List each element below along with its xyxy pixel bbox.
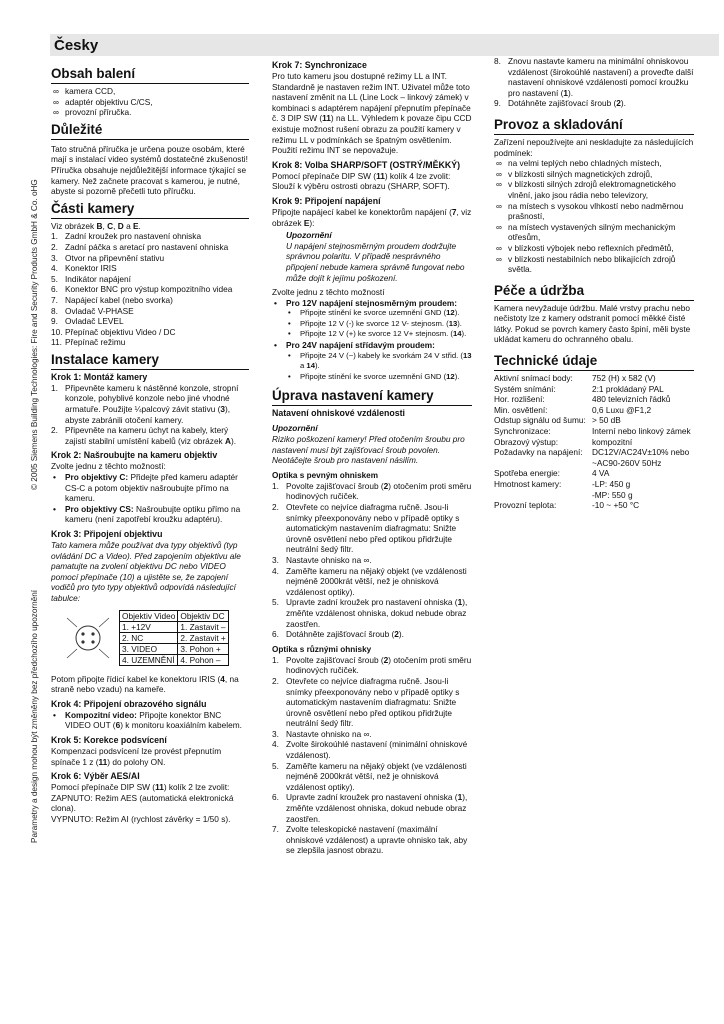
table-header-row (120, 610, 229, 621)
step-title: Krok 2: Našroubujte na kameru objektiv (51, 450, 218, 461)
paragraph: ZAPNUTO: Režim AES (automatická elektronická clona). (51, 792, 234, 814)
paragraph: Pro tuto kameru jsou dostupné režimy LL a INT. Standardně je nastaven režim INT. Uživatel může toto nastavení změnit na LL (Line Lock – linkový zámek) v kombinaci s adaptérem napájení přepnutím přepínače č. 3 DIP SW (11) na LL. Výhledem k povaze čipu CCD existuje možnost rušení obrazu za použití kamery v režimu LL v podmínkách se špatným osvětlením. Použití režimu INT se nepovažuje. (272, 71, 472, 156)
warning-title: Upozornění (286, 230, 332, 241)
table-row (494, 500, 694, 511)
varifocal-steps-continued (494, 56, 694, 109)
list-item-text: Konektor IRIS (65, 263, 117, 274)
parts-list-item (51, 274, 249, 285)
varifocal-lens-steps (272, 655, 472, 856)
warning-text: U napájení stejnosměrným proudem dodržujte správnou polaritu. V případě nesprávného připojení nebude kamera správně fungovat nebo může dojít k jejímu poškození. (286, 240, 465, 283)
list-item-text: na místech s vysokou vlhkostí nebo nadměrnou prašností, (508, 200, 684, 222)
section-title-provoz: Provoz a skladování (494, 117, 694, 135)
paragraph: Kamera nevyžaduje údržbu. Malé vrstvy prachu nebo nečistoty lze z kamery odstranit pomocí měkké čisté látky. Pokud se povrch kamery často špiní, měli byste ukládat kameru do ochranného obalu. (494, 302, 691, 345)
spec-label: Požadavky na napájení: (494, 447, 583, 458)
list-item-text: v blízkosti silných zdrojů elektromagnetického vlnění, jako jsou rádia nebo televizory, (508, 179, 676, 200)
table-cell: 2. NC (120, 632, 178, 643)
list-item-text: Zaměřte kameru na nějaký objekt (ve vzdálenosti nejméně 2000krát větší, než je ohnisková vzdálenost optiky). (286, 565, 467, 597)
parts-list-item (51, 316, 249, 327)
parts-list-item (51, 242, 249, 253)
list-item (494, 169, 694, 180)
section-title-obsah: Obsah balení (51, 66, 249, 84)
section-title-dulezite: Důležité (51, 122, 249, 140)
table-cell: 4. Pohon – (178, 654, 228, 665)
spec-label: Obrazový výstup: (494, 436, 559, 447)
list-item: 6. Dotáhněte zajišťovací šroub (2). (272, 629, 404, 640)
lens-wiring-table (119, 610, 229, 666)
iris-connector-diagram (57, 610, 119, 666)
bullet-icon: ∞ (496, 242, 502, 253)
spec-label: Hor. rozlišení: (494, 394, 545, 405)
specifications-table (494, 373, 694, 511)
list-item-text: Otvor na připevnění stativu (65, 252, 165, 263)
table-cell: 4. UZEMNĚNÍ (120, 654, 178, 665)
bullet-icon: ∞ (496, 200, 502, 211)
paragraph: Zařízení nepoužívejte ani neskladujte za následujících podmínek: (494, 136, 694, 158)
step-title: Krok 1: Montáž kamery (51, 371, 148, 382)
table-row (120, 654, 229, 665)
table-row (494, 373, 694, 384)
parts-list-item (51, 253, 249, 264)
list-item-text: Připevněte kameru k nástěnné konzole, stropní konzole, pohyblivé konzole nebo jiné vhodné armatuře. Použijte ¼palcový závit stativu (3), abyste zabránili otočení kamery. (65, 382, 239, 425)
ac-steps-list (286, 351, 472, 383)
list-item: 1. Povolte zajišťovací šroub (2) otočením proti směru hodinových ručiček. (272, 480, 472, 502)
bullet-icon: ∞ (496, 221, 502, 232)
table-row (120, 621, 229, 632)
list-item-text: Přepínač objektivu Video / DC (65, 326, 176, 337)
spec-label: Provozní teplota: (494, 500, 557, 511)
list-item-text: Otevřete co nejvíce diafragma ručně. Jsou-li snímky přeexponovány nebo v případě optiky s automatickým nastavením diafragmatu: Snižte úrovně osvětlení nebo před optikou přidržujte neutrální šedý filtr. (286, 675, 460, 729)
spec-label: Spotřeba energie: (494, 468, 560, 479)
parts-list-item (51, 327, 249, 338)
list-item-text: Otevřete co nejvíce diafragma ručně. Jsou-li snímky přeexponovány nebo v případě optiky s automatickým nastavením diafragmatu: Snižte úrovně osvětlení nebo před optikou přidržujte neutrální šedý filtr. (286, 502, 460, 555)
step-title: Krok 9: Připojení napájení (272, 195, 381, 206)
list-item: 8. Znovu nastavte kameru na minimální ohniskovou vzdálenost (širokoúhlé nastavení) a proveďte další nastavení ohniskové vzdálenosti pomocí kroužku pro nastavení (1). (494, 56, 694, 98)
list-item: ∞ adaptér objektivu C/CS, (53, 96, 153, 107)
list-item-text: v blízkosti nestabilních nebo blikajících zdrojů světla. (508, 253, 676, 275)
subsection-title: Optika s různými ohnisky (272, 644, 372, 654)
section-title-uprava: Úprava nastavení kamery (272, 388, 472, 406)
column-2 (272, 60, 472, 856)
list-item-text: Konektor BNC pro výstup kompozitního videa (65, 284, 233, 295)
list-item-text: adaptér objektivu C/CS, (65, 96, 153, 107)
list-item-text: Zadní kroužek pro nastavení ohniska (65, 231, 202, 242)
step-2-list (51, 472, 249, 525)
parts-list-item (51, 306, 249, 317)
paragraph: Pomocí přepínače DIP SW (11) kolík 4 lze zvolit: Slouží k výběru ostrosti obrazu (SHARP, SOFT). (272, 170, 451, 192)
table-row (494, 426, 694, 437)
list-item: 3. Nastavte ohnisko na ∞. (272, 554, 372, 565)
figure-ref: B (96, 220, 103, 231)
list-item (494, 179, 694, 200)
table-row (494, 394, 694, 405)
paragraph: VYPNUTO: Režim AI (rychlost závěrky = 1/50 s). (51, 813, 231, 824)
bullet-icon: ∞ (496, 158, 502, 169)
list-item: 2. Otevřete co nejvíce diafragma ručně. Jsou-li snímky přeexponovány nebo v případě optiky s automatickým nastavením diafragmatu: Snižte úrovně osvětlení nebo před optikou přidržujte neutrální šedý filtr. (272, 502, 460, 555)
table-row (494, 437, 694, 448)
intro-text: Viz obrázek (51, 220, 97, 231)
bullet-icon: ∞ (496, 168, 502, 179)
bullet-icon: ∞ (496, 179, 502, 190)
parts-list-item (51, 295, 249, 306)
parts-list-item (51, 337, 249, 348)
spec-value: 752 (H) x 582 (V) (592, 373, 656, 384)
paragraph: Kompenzaci podsvícení lze provést přepnutím spínače 1 z (11) do polohy ON. (51, 745, 222, 767)
list-item-text: Zaměřte kameru na nějaký objekt (ve vzdálenosti nejméně 2000krát větší, než je ohnisková vzdálenost optiky). (286, 760, 467, 792)
list-item-text: Indikátor napájení (65, 273, 131, 284)
list-item-text: Zadní páčka s aretací pro nastavení ohniska (65, 241, 229, 252)
spec-label: Min. osvětlení: (494, 404, 548, 415)
list-item-text: Nastavte ohnisko na ∞. (286, 728, 372, 739)
list-item: 2. Otevřete co nejvíce diafragma ručně. Jsou-li snímky přeexponovány nebo v případě optiky s automatickým nastavením diafragmatu: Snižte úrovně osvětlení nebo před optikou přidržujte neutrální šedý filtr. (272, 675, 460, 729)
fixed-lens-steps (272, 481, 472, 640)
list-number: 8. (494, 56, 501, 66)
paragraph: Příručka obsahuje nejdůležitější informace týkající se kamery. Než začnete pracovat s kamerou, je nutné, abyste si pozorně přečetli tuto příručku. (51, 164, 247, 197)
list-item: • Připojte 12 V (-) ke svorce 12 V- stejnosm. (13). (288, 318, 462, 328)
warning-text: Riziko poškození kamery! Před otočením šroubu pro nastavení musí být zajišťovací šroub povolen. Neotáčejte šroub pro nastavení násilím. (272, 434, 465, 466)
table-cell: 2. Zastavit + (178, 632, 228, 643)
step-title: Krok 3: Připojení objektivu (51, 529, 163, 539)
warning-title: Upozornění (272, 423, 318, 434)
paragraph: Zvolte jednu z těchto možností (272, 287, 385, 298)
parts-intro: Viz obrázek B, C, D a E. (51, 220, 141, 231)
list-item: 1. Připevněte kameru k nástěnné konzole, stropní konzole, pohyblivé konzole nebo jiné vhodné armatuře. Použijte ¼palcový závit stativu (3), abyste zabránili otočení kamery. (51, 382, 239, 425)
spec-label: Hmotnost kamery: (494, 479, 562, 489)
spec-value: -LP: 450 g -MP: 550 g (592, 479, 633, 500)
option-label: Pro 24V napájení střídavým proudem: (286, 340, 435, 351)
parts-list (51, 231, 249, 348)
table-header: Objektiv Video (120, 610, 178, 621)
dc-steps-list (286, 308, 472, 340)
subsection-title: Optika s pevným ohniskem (272, 470, 379, 480)
paragraph: Zvolte jednu z těchto možností: (51, 461, 166, 472)
section-title-pece: Péče a údržba (494, 283, 694, 301)
spec-label: Aktivní snímací body: (494, 373, 573, 384)
section-title-instalace: Instalace kamery (51, 352, 249, 370)
spec-value: > 50 dB (592, 415, 621, 426)
parts-list-item (51, 284, 249, 295)
paragraph: Tato stručná příručka je určena pouze osobám, které mají s instalací video systémů dostatečné zkušenosti! (51, 143, 248, 165)
list-item: • Připojte stínění ke svorce uzemnění GND (12). (288, 308, 460, 318)
list-item (494, 254, 694, 275)
table-row (120, 632, 229, 643)
spec-label: Odstup signálu od šumu: (494, 415, 586, 426)
list-item: • Připojte stínění ke svorce uzemnění GND (12). (288, 371, 460, 381)
spec-value: -10 ~ +50 °C (592, 500, 640, 511)
list-item-text: Přepínač režimu (65, 337, 126, 348)
list-item: 4. Zaměřte kameru na nějaký objekt (ve vzdálenosti nejméně 2000krát větší, než je ohnisková vzdálenost optiky). (272, 565, 467, 597)
list-item-text: provozní příručka. (65, 107, 132, 118)
table-cell: 3. Pohon + (178, 643, 228, 654)
option-label: Pro objektivy CS: (65, 503, 134, 514)
parts-list-item (51, 263, 249, 274)
spec-value: 0,6 Luxu @F1,2 (592, 404, 652, 415)
list-item: • Kompozitní video: Připojte konektor BNC VIDEO OUT (6) k monitoru koaxiálním kabelem. (53, 709, 242, 731)
list-number: 7. (51, 294, 58, 305)
option-label: Kompozitní video: (65, 709, 137, 720)
bullet-icon: ∞ (496, 253, 502, 264)
paragraph: Pomocí přepínače DIP SW (11) kolík 2 lze zvolit: (51, 782, 230, 793)
figure-ref: D (117, 220, 124, 231)
power-options-list (272, 298, 472, 383)
list-item: 9. Dotáhněte zajišťovací šroub (2). (494, 98, 626, 109)
list-item (494, 243, 694, 254)
list-item: • Pro 12V napájení stejnosměrným proudem: • Připojte stínění ke svorce uzemnění GND (12). • Připojte 12 V (-) ke svorce 12 V- stejnosm. (13). • Připojte 12 V (+) ke svorce 12 V+ stejnosm. (14). (272, 298, 472, 340)
option-label: Pro objektivy C: (65, 472, 129, 483)
paragraph: Připojte napájecí kabel ke konektorům napájení (7, viz obrázek E): (272, 206, 472, 228)
list-item-text: kamera CCD, (65, 86, 116, 96)
list-item: • Připojte 12 V (+) ke svorce 12 V+ stejnosm. (14). (288, 329, 467, 339)
language-title: Česky (54, 37, 99, 54)
list-number: 10. (51, 326, 63, 337)
paragraph: Tato kamera může používat dva typy objektivů (typ ovládání DC a Video). Před zapojením objektivu ale pamatujte na zvolení objektivu DC nebo VIDEO pomocí přepínače (10) a ujistěte se, že zapojení vodičů pro tyto typy objektivů odpovídá následující tabulce: (51, 540, 241, 603)
paragraph: Potom připojte řídicí kabel ke konektoru IRIS (4, na straně nebo vzadu) na kameře. (51, 673, 239, 695)
option-label: Pro 12V napájení stejnosměrným proudem: (286, 297, 458, 308)
option-text: Přidejte před kameru adaptér CS-C a potom objektiv našroubujte přímo na kameru. (65, 472, 238, 504)
step-4-list (51, 710, 249, 731)
list-number: 4. (51, 263, 58, 274)
disclaimer-text: Parametry a design mohou být změněny bez předchozího upozornění (30, 589, 39, 843)
spec-label: Systém snímání: (494, 383, 556, 394)
step-1-list (51, 383, 249, 447)
list-item: • Pro objektivy C: Přidejte před kameru adaptér CS-C a potom objektiv našroubujte přímo na kameru. (53, 472, 238, 504)
storage-conditions-list (494, 158, 694, 275)
column-1 (51, 66, 249, 825)
table-row (494, 468, 694, 479)
list-item-text: Napájecí kabel (nebo svorka) (65, 294, 173, 305)
list-item: 2. Připevněte na kameru úchyt na kabely, který zajistí stabilní umístění kabelů (viz obrázek A). (51, 425, 237, 446)
language-header-bar (50, 34, 719, 56)
list-number: 6. (51, 284, 58, 295)
step-title: Krok 5: Korekce podsvícení (51, 734, 167, 745)
list-item: 5. Zaměřte kameru na nějaký objekt (ve vzdálenosti nejméně 2000krát větší, než je ohnisková vzdálenost optiky). (272, 760, 467, 792)
list-number: 5. (51, 273, 58, 284)
list-number: 11. (51, 337, 62, 348)
list-item: 6. Upravte zadní kroužek pro nastavení ohniska (1), změňte vzdálenost ohniska, dokud nebude obraz zaostřen. (272, 792, 468, 824)
section-title-tech: Technické údaje (494, 353, 694, 371)
spec-label: Synchronizace: (494, 426, 551, 437)
list-item: 4. Zvolte širokoúhlé nastavení (minimální ohniskové vzdálenost). (272, 739, 468, 761)
step-title: Krok 7: Synchronizace (272, 60, 367, 70)
column-3 (494, 56, 694, 511)
section-title-casti: Části kamery (51, 201, 249, 219)
copyright-text: © 2005 Siemens Building Technologies: Fire and Security Products GmbH & Co. oHG (30, 179, 39, 490)
subsection-title: Natavení ohniskové vzdálenosti (272, 408, 405, 419)
list-item-text: na velmi teplých nebo chladných místech, (508, 158, 662, 169)
list-item: 7. Zvolte teleskopické nastavení (maximální ohniskové vzdálenost) a upravte ohnisko tak, aby se zlepšila jasnost obrazu. (272, 824, 468, 856)
list-number: 8. (51, 305, 58, 316)
list-item: 3. Nastavte ohnisko na ∞. (272, 728, 372, 739)
package-contents-list (51, 86, 249, 118)
step-title: Krok 4: Připojení obrazového signálu (51, 698, 207, 709)
table-row (494, 415, 694, 426)
list-item: • Pro 24V napájení střídavým proudem: • Připojte 24 V (~) kabely ke svorkám 24 V střid. (13 a 14). • Připojte stínění ke svorce uzemnění GND (12). (274, 340, 472, 381)
list-item-text: Zvolte širokoúhlé nastavení (minimální ohniskové vzdálenost). (286, 739, 468, 761)
list-item-text: Zvolte teleskopické nastavení (maximální ohniskové vzdálenost) a upravte ohnisko tak, aby se zlepšila jasnost obrazu. (286, 824, 468, 856)
table-row (494, 405, 694, 416)
list-item (494, 222, 694, 243)
list-number: 3. (51, 252, 58, 263)
figure-ref: E (133, 220, 139, 231)
list-item: 5. Upravte zadní kroužek pro nastavení ohniska (1), změňte vzdálenost ohniska, dokud nebude obraz zaostřen. (272, 597, 468, 629)
table-cell: 1. +12V (120, 621, 178, 632)
warning-box (272, 230, 472, 283)
spec-value: DC12V/AC24V±10% nebo ~AC90-260V 50Hz (592, 447, 690, 468)
spec-value: Interní nebo linkový zámek (592, 426, 691, 437)
figure-ref: C (107, 220, 114, 231)
spec-value: 480 televizních řádků (592, 394, 671, 405)
spec-value: 2:1 prokládaný PAL (592, 383, 664, 394)
list-number: 2. (51, 241, 58, 252)
list-item: • Připojte 24 V (~) kabely ke svorkám 24 V střid. (13 a 14). (288, 350, 472, 371)
option-text: Našroubujte optiku přímo na kameru (není zapotřebí kroužku adaptéru). (65, 503, 241, 525)
spec-value: 4 VA (592, 468, 610, 479)
list-number: 9. (494, 98, 501, 109)
list-item-text: Nastavte ohnisko na ∞. (286, 554, 372, 565)
list-item-text: na místech vystavených silným mechanickým otřesům, (508, 221, 676, 243)
list-item: ∞ provozní příručka. (53, 107, 132, 118)
list-item: • Pro objektivy CS: Našroubujte optiku přímo na kameru (není zapotřebí kroužku adaptéru). (53, 503, 241, 525)
table-cell: 3. VIDEO (120, 643, 178, 654)
list-item-text: v blízkosti výbojek nebo reflexních předmětů, (508, 242, 674, 253)
list-item: ∞ kamera CCD, (53, 86, 116, 96)
table-row (494, 447, 694, 468)
table-row (120, 643, 229, 654)
table-row (494, 479, 694, 500)
table-header: Objektiv DC (178, 610, 228, 621)
table-cell: 1. Zastavit – (178, 621, 228, 632)
parts-list-item (51, 231, 249, 242)
step-title: Krok 8: Volba SHARP/SOFT (OSTRÝ/MĚKKÝ) (272, 159, 461, 170)
list-item (494, 201, 694, 222)
iris-wiring-figure (51, 610, 249, 666)
list-item-text: v blízkosti silných magnetických zdrojů, (508, 168, 653, 179)
list-item-text: Ovladač LEVEL (65, 316, 124, 327)
list-number: 1. (51, 231, 58, 242)
list-item (494, 158, 694, 169)
step-title: Krok 6: Výběr AES/AI (51, 771, 140, 782)
list-number: 9. (51, 316, 58, 327)
list-item-text: Připevněte na kameru úchyt na kabely, který zajistí stabilní umístění kabelů (viz obrázek A). (65, 425, 237, 446)
list-item: 1. Povolte zajišťovací šroub (2) otočením proti směru hodinových ručiček. (272, 654, 472, 676)
table-row (494, 384, 694, 395)
list-item-text: Ovladač V-PHASE (65, 305, 134, 316)
spec-value: kompozitní (592, 436, 633, 447)
